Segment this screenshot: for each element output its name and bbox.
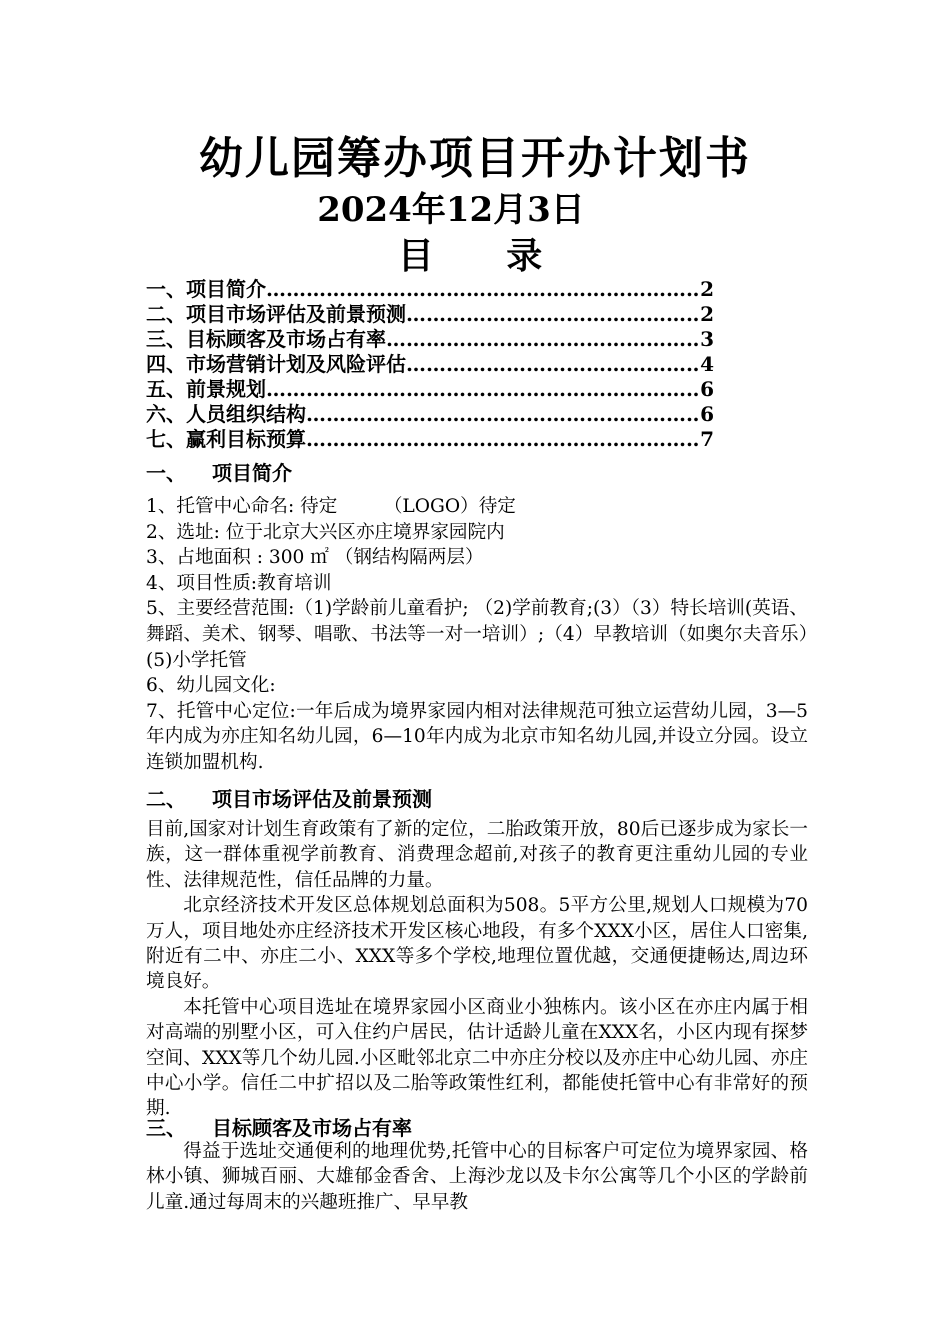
toc-entry-page: 3 (700, 327, 714, 351)
toc-entry[interactable] (146, 302, 714, 327)
section-body (146, 817, 808, 1122)
section-body (146, 494, 808, 776)
toc-entry-label: 七、赢利目标预算 (146, 427, 306, 451)
section-number: 三、 (146, 1116, 186, 1140)
section-heading (146, 783, 432, 812)
document-title: 幼儿园筹办项目开办计划书 (199, 133, 751, 184)
toc-entry[interactable] (146, 277, 714, 302)
document-date: 2024年12月3日 (317, 190, 585, 230)
toc-heading: 目 录 (397, 235, 573, 277)
toc-entry-label: 五、前景规划 (146, 377, 266, 401)
toc-entry-page: 2 (700, 277, 714, 301)
section-heading (146, 1112, 412, 1141)
list-item: 6、幼儿园文化: (146, 675, 276, 697)
toc-leader-dots (306, 402, 700, 427)
toc-entry-label: 六、人员组织结构 (146, 402, 306, 426)
toc-entry[interactable] (146, 427, 714, 452)
section-body (146, 1139, 808, 1215)
list-item: 4、项目性质:教育培训 (146, 572, 332, 594)
toc-leader-dots (406, 302, 700, 327)
list-item: 3、占地面积 : 300 ㎡ （钢结构隔两层） (146, 547, 484, 569)
toc-leader-dots (266, 277, 700, 302)
toc-entry-label: 三、目标顾客及市场占有率 (146, 327, 386, 351)
toc-leader-dots (266, 377, 700, 402)
toc-entry[interactable] (146, 402, 714, 427)
list-item: 1、托管中心命名: 待定 （LOGO）待定 (146, 496, 516, 517)
toc-entry-page: 7 (700, 427, 714, 451)
toc-leader-dots (386, 327, 700, 352)
paragraph: 目前,国家对计划生育政策有了新的定位，二胎政策开放，80后已逐步成为家长一族，这一群体重视学前教育、消费理念超前,对孩子的教育更注重幼儿园的专业性、法律规范性，信任品牌的力量。 (146, 819, 808, 891)
section-number: 一、 (146, 461, 186, 485)
section-title: 项目简介 (212, 461, 292, 485)
toc-entry[interactable] (146, 352, 714, 377)
paragraph: 本托管中心项目选址在境界家园小区商业小独栋内。该小区在亦庄内属于相对高端的别墅小区，可入住约户居民，估计适龄儿童在XXX名，小区内现有探梦空间、XXX等几个幼儿园.小区毗邻北京二中亦庄分校以及亦庄中心幼儿园、亦庄中心小学。信任二中扩招以及二胎等政策性红利，都能使托管中心有非常好的预期. (146, 996, 808, 1120)
toc-leader-dots (306, 427, 700, 452)
toc-entry-page: 6 (700, 377, 714, 401)
toc-entry-page: 6 (700, 402, 714, 426)
section-title: 目标顾客及市场占有率 (212, 1116, 412, 1140)
toc-entry-label: 二、项目市场评估及前景预测 (146, 302, 406, 326)
toc-leader-dots (406, 352, 700, 377)
toc-entry[interactable] (146, 327, 714, 352)
paragraph: 得益于选址交通便利的地理优势,托管中心的目标客户可定位为境界家园、格林小镇、狮城百丽、大雄郁金香舍、上海沙龙以及卡尔公寓等几个小区的学龄前儿童.通过每周末的兴趣班推广、早早教 (146, 1141, 808, 1213)
toc-entry[interactable] (146, 377, 714, 402)
paragraph: 北京经济技术开发区总体规划总面积为508。5平方公里,规划人口规模为70万人，项目地处亦庄经济技术开发区核心地段，有多个XXX小区，居住人口密集,附近有二中、亦庄二小、XXX等多个学校,地理位置优越，交通便捷畅达,周边环境良好。 (146, 895, 808, 993)
section-heading (146, 457, 292, 486)
toc-entry-page: 4 (700, 352, 714, 376)
list-item: 5、主要经营范围:（1)学龄前儿童看护; （2)学前教育;(3）（3）特长培训(英语、舞蹈、美术、钢琴、唱歌、书法等一对一培训）;（4）早教培训（如奥尔夫音乐）(5)小学托管 (146, 598, 808, 671)
toc-entry-label: 四、市场营销计划及风险评估 (146, 352, 406, 376)
list-item: 2、选址: 位于北京大兴区亦庄境界家园院内 (146, 521, 505, 543)
list-item: 7、托管中心定位:一年后成为境界家园内相对法律规范可独立运营幼儿园，3—5年内成为亦庄知名幼儿园，6—10年内成为北京市知名幼儿园,并设立分园。设立连锁加盟机构. (146, 700, 808, 773)
section-number: 二、 (146, 787, 186, 811)
toc-entry-page: 2 (700, 302, 714, 326)
toc-entry-label: 一、项目简介 (146, 277, 266, 301)
section-title: 项目市场评估及前景预测 (212, 787, 432, 811)
table-of-contents (146, 277, 714, 452)
